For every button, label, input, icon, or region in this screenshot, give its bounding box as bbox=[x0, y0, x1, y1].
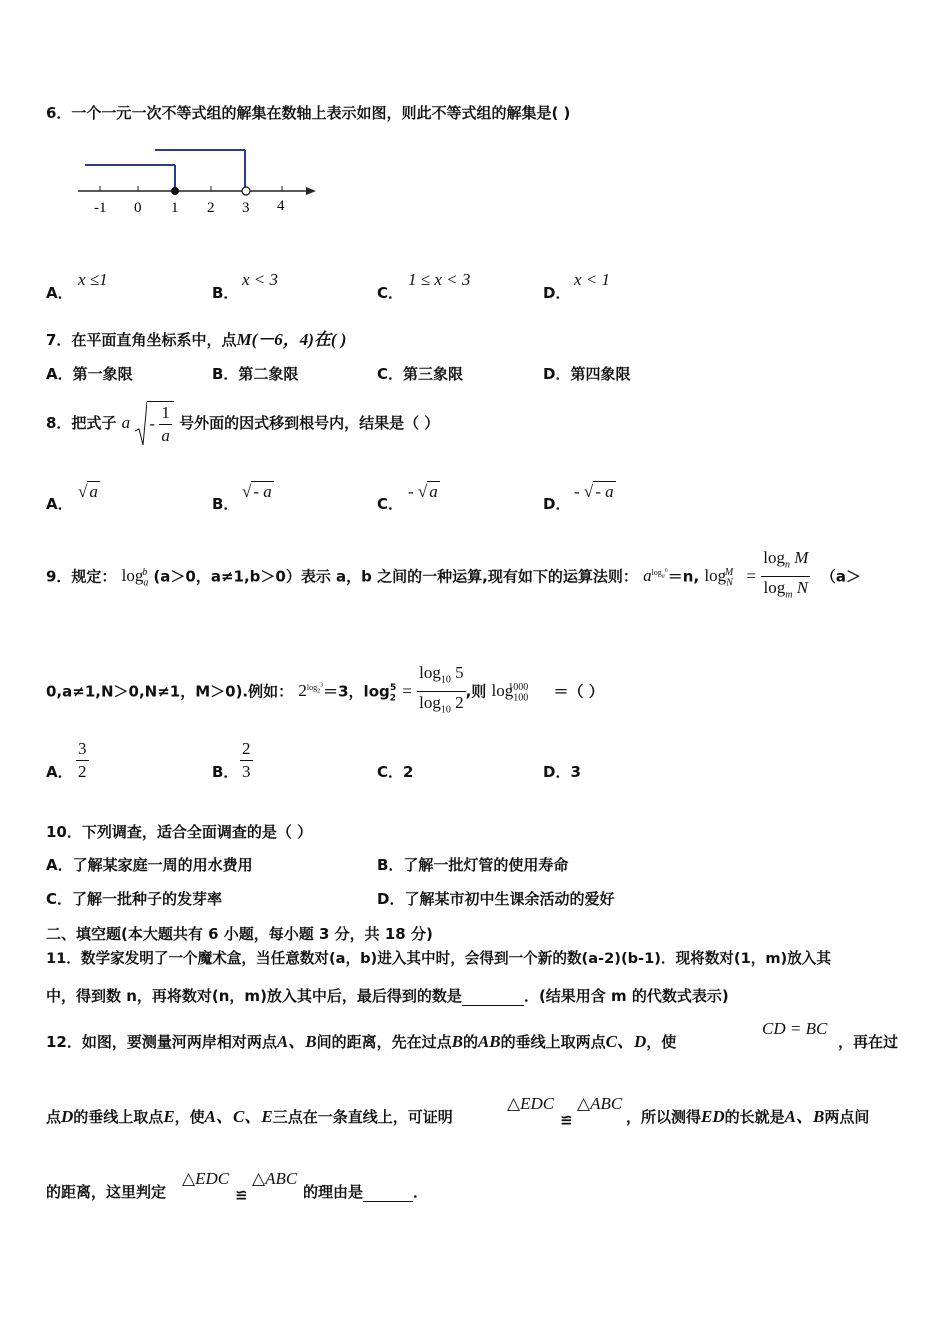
q12-tri-edc-2: △EDC bbox=[182, 1169, 230, 1188]
q12-tri-abc-2: △ABC bbox=[252, 1169, 298, 1188]
q8-option-a-expr: √ a bbox=[78, 482, 98, 501]
q6-option-c-label: C． bbox=[377, 284, 404, 302]
q9-option-a-label: A． bbox=[46, 763, 73, 781]
q7-option-b: B．第二象限 bbox=[212, 365, 299, 383]
tick-label: 3 bbox=[242, 200, 250, 216]
q10-option-d: D．了解某市初中生课余活动的爱好 bbox=[377, 890, 615, 908]
q11-line2: 中，得到数 n，再将数对(n，m)放入其中后，最后得到的数是 ．(结果用含 m 的代数式表示) bbox=[46, 987, 729, 1005]
q12-tri-abc: △ABC bbox=[577, 1094, 623, 1113]
q9-option-b-frac: $\frac{2}{3}$ bbox=[242, 739, 251, 781]
q10-option-a: A．了解某家庭一周的用水费用 bbox=[46, 856, 253, 874]
radical-sign bbox=[135, 401, 147, 447]
q7-option-d: D．第四象限 bbox=[543, 365, 631, 383]
q8-option-b-label: B． bbox=[212, 495, 239, 513]
solid-dot-1 bbox=[171, 187, 179, 195]
q7-stem: 7．在平面直角坐标系中，点M(－6，4)在( ) bbox=[46, 330, 347, 349]
q6-option-c-expr: 1 ≤ x < 3 bbox=[408, 270, 471, 289]
q6-option-d-label: D． bbox=[543, 284, 571, 302]
q9-line2: 0,a≠1,N＞0,N≠1，M＞0).例如： $2^{log_2^3}=3$，$\log_2^5$ = $\frac{\log_{10} 5}{\log_{10} 2}$ ,则 $\log_{100}^{1000}$ ＝（ ） bbox=[46, 662, 604, 716]
q8-coef: a bbox=[121, 413, 131, 432]
q7-option-c: C．第三象限 bbox=[377, 365, 464, 383]
q12-answer-blank bbox=[363, 1201, 413, 1202]
axis-arrow bbox=[306, 187, 316, 195]
q12-tri-edc: △EDC bbox=[507, 1094, 555, 1113]
q8-option-d-expr: - √ - a bbox=[574, 482, 614, 501]
q8-option-a-label: A． bbox=[46, 495, 73, 513]
q10-stem: 10．下列调查，适合全面调查的是（ ） bbox=[46, 823, 313, 841]
q6-option-a-label: A． bbox=[46, 284, 73, 302]
q9-option-d: D．3 bbox=[543, 763, 581, 781]
log-ab-expr: $\log_a^b$ bbox=[121, 566, 149, 589]
tick-label: 0 bbox=[134, 200, 142, 216]
tick-label: 2 bbox=[207, 200, 215, 216]
q7-option-a: A．第一象限 bbox=[46, 365, 133, 383]
tick-label: -1 bbox=[94, 200, 107, 216]
q12-line1-end: ，再在过 bbox=[838, 1033, 899, 1051]
q9-line1: 9．规定： $\log_a^b (a>0$，a≠1,b＞0）表示 a，b 之间的一种运算,现有如下的运算法则： $a^{log_a^n}=n$, $\log_N^M$ = $\frac{\log_n M}{\log_m N}$ （a＞ bbox=[46, 547, 861, 601]
q9-option-b-label: B． bbox=[212, 763, 239, 781]
open-dot-3 bbox=[242, 187, 250, 195]
q8-option-b-expr: √ - a bbox=[242, 482, 272, 501]
q12-line3-right: 的理由是 ． bbox=[303, 1183, 429, 1201]
section2-title: 二、填空题(本大题共有 6 小题，每小题 3 分，共 18 分) bbox=[46, 925, 433, 943]
q12-line1: 12．如图，要测量河两岸相对两点A、B间的距离，先在过点B的AB的垂线上取两点C、D，使 bbox=[46, 1032, 677, 1051]
q8-radical: - $\frac{1}{a}$ bbox=[135, 401, 173, 447]
q11-line1: 11．数学家发明了一个魔术盒，当任意数对(a，b)进入其中时，会得到一个新的数(a-2)(b-1)．现将数对(1，m)放入其 bbox=[46, 950, 831, 967]
q10-option-b: B．了解一批灯管的使用寿命 bbox=[377, 856, 569, 874]
q6-number-line bbox=[70, 140, 330, 220]
q9-option-a-frac: $\frac{3}{2}$ bbox=[78, 739, 87, 781]
q9-option-c: C．2 bbox=[377, 763, 414, 781]
q6-stem: 6．一个一元一次不等式组的解集在数轴上表示如图，则此不等式组的解集是( ) bbox=[46, 104, 571, 122]
q8-option-c-expr: - √ a bbox=[408, 482, 438, 501]
q12-line3-left: 的距离，这里判定 bbox=[46, 1183, 167, 1201]
q12-line2-left: 点D的垂线上取点E，使A、C、E三点在一条直线上，可证明 bbox=[46, 1107, 453, 1126]
q12-congruent-2: ≌ bbox=[235, 1186, 248, 1204]
q6-option-b-expr: x < 3 bbox=[242, 270, 279, 289]
q10-option-c: C．了解一批种子的发芽率 bbox=[46, 890, 223, 908]
q6-option-a-expr: x ≤1 bbox=[78, 270, 108, 289]
q11-answer-blank bbox=[462, 1005, 524, 1006]
q8-option-c-label: C． bbox=[377, 495, 404, 513]
q8-option-d-label: D． bbox=[543, 495, 571, 513]
q12-cd-eq-bc: CD = BC bbox=[762, 1019, 828, 1038]
q6-option-b-label: B． bbox=[212, 284, 239, 302]
tick-label: 1 bbox=[171, 200, 179, 216]
q12-line2-right: ，所以测得ED的长就是A、B两点间 bbox=[626, 1107, 870, 1126]
q8-stem: 8．把式子 a - $\frac{1}{a}$ 号外面的因式移到根号内，结果是（ ） bbox=[46, 402, 440, 445]
q6-option-d-expr: x < 1 bbox=[574, 270, 611, 289]
tick-label: 4 bbox=[277, 198, 285, 214]
q12-congruent: ≌ bbox=[560, 1111, 573, 1129]
